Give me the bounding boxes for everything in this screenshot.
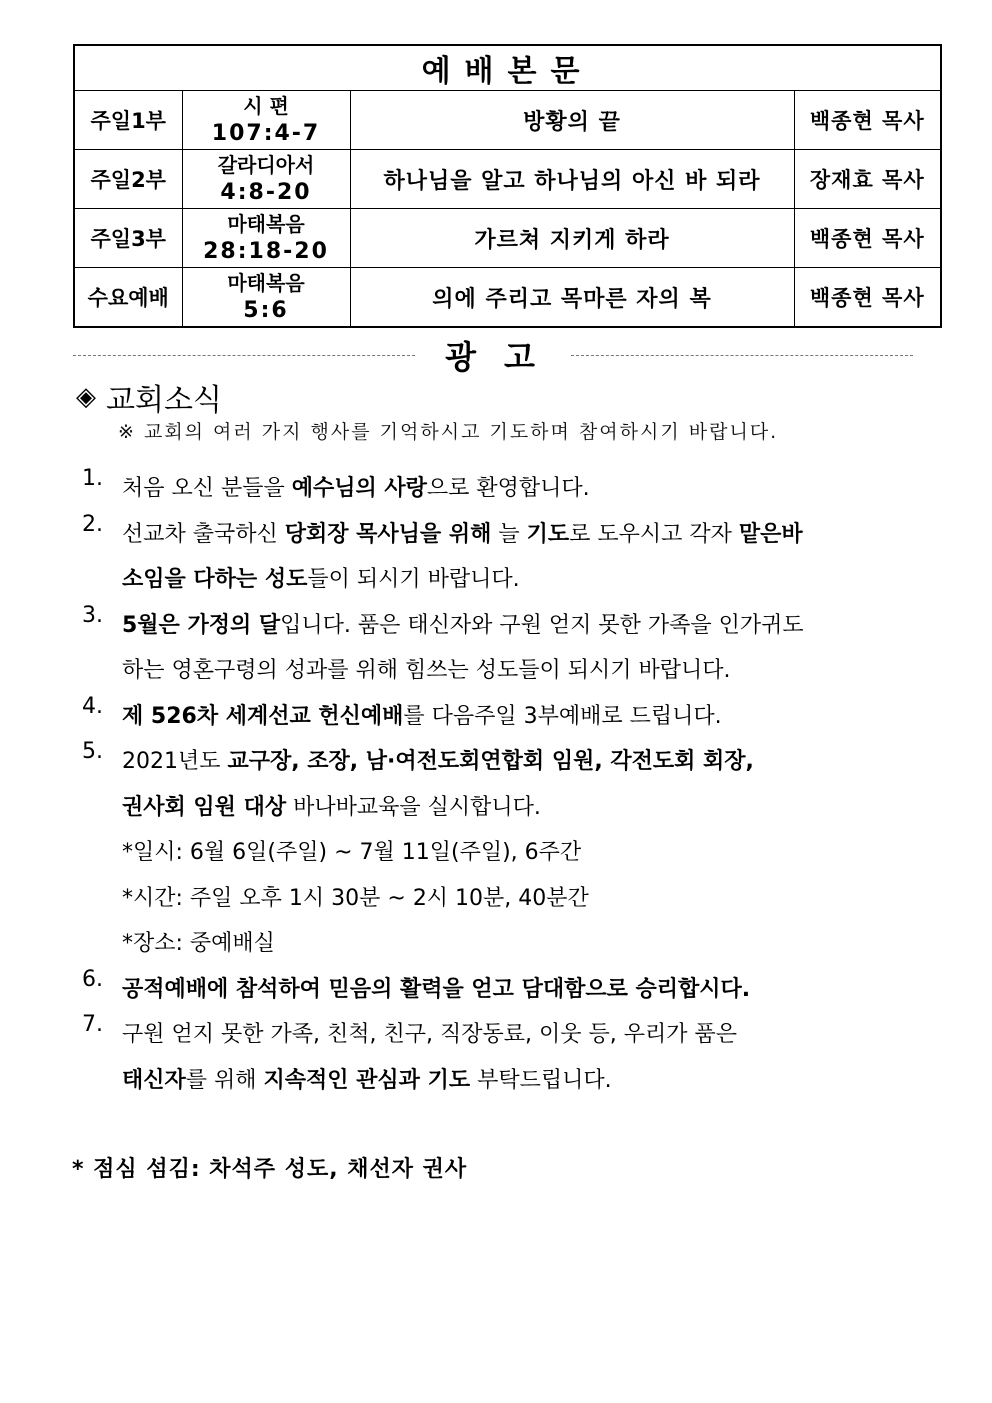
sermon-title: 방황의 끝 bbox=[350, 91, 794, 150]
notice-fragment: 를 다음주일 3부예배로 드립니다. bbox=[403, 703, 722, 729]
notice-text bbox=[122, 739, 912, 785]
sermon-title: 의에 주리고 목마른 자의 복 bbox=[350, 268, 794, 328]
notice-text bbox=[122, 785, 912, 831]
scripture-book: 마태복음 bbox=[227, 271, 305, 295]
notice-text bbox=[122, 1058, 912, 1104]
notice-text: 공적예배에 참석하여 믿음의 활력을 얻고 담대함으로 승리합시다. bbox=[122, 976, 751, 1002]
service-name: 수요예배 bbox=[74, 268, 182, 328]
notice-fragment: 를 위해 bbox=[185, 1067, 264, 1093]
notice-fragment: 들이 되시기 바랍니다. bbox=[307, 567, 520, 592]
scripture-book: 시 편 bbox=[243, 94, 289, 118]
announcement-divider bbox=[73, 332, 913, 378]
notice-fragment: 2021년도 bbox=[122, 749, 228, 774]
notice-emphasis: 기도 bbox=[526, 521, 570, 547]
notice-emphasis: 지속적인 관심과 기도 bbox=[263, 1067, 471, 1093]
sermon-title: 가르쳐 지키게 하라 bbox=[350, 209, 794, 268]
preacher-name: 백종현 목사 bbox=[794, 209, 941, 268]
scripture-passage bbox=[182, 268, 350, 328]
notice-emphasis: 예수님의 사랑 bbox=[291, 476, 427, 501]
notice-text bbox=[122, 512, 912, 558]
notice-emphasis: 교구장, 조장, 남·여전도회연합회 임원, 각전도회 회장, bbox=[227, 749, 754, 774]
preacher-name: 백종현 목사 bbox=[794, 91, 941, 150]
notice-fragment: 바나바교육을 실시합니다. bbox=[286, 794, 541, 820]
preacher-name: 백종현 목사 bbox=[794, 268, 941, 328]
table-row bbox=[74, 150, 941, 209]
sermon-table-title: 예배본문 bbox=[74, 45, 941, 91]
list-item bbox=[82, 739, 912, 967]
notice-text bbox=[122, 466, 912, 512]
education-place: *장소: 중예배실 bbox=[122, 931, 275, 956]
notice-emphasis: 소임을 다하는 성도 bbox=[122, 567, 308, 592]
diamond-icon: ◈ bbox=[76, 382, 96, 412]
notice-number: 3. bbox=[82, 602, 103, 628]
notice-text: 하는 영혼구령의 성과를 위해 힘쓰는 성도들이 되시기 바랍니다. bbox=[122, 658, 731, 683]
sermon-table-header-row bbox=[74, 45, 941, 91]
service-name: 주일1부 bbox=[74, 91, 182, 150]
notice-number: 5. bbox=[82, 739, 103, 764]
scripture-passage bbox=[182, 150, 350, 209]
service-name: 주일3부 bbox=[74, 209, 182, 268]
scripture-book: 마태복음 bbox=[227, 212, 305, 236]
notice-fragment: 입니다. 품은 태신자와 구원 얻지 못한 가족을 인가귀도 bbox=[280, 612, 804, 638]
church-news-heading bbox=[76, 377, 222, 417]
church-news-title: 교회소식 bbox=[106, 383, 222, 418]
notice-fragment: 로 도우시고 각자 bbox=[569, 521, 739, 547]
lunch-service-note: * 점심 섬김: 차석주 성도, 채선자 권사 bbox=[72, 1157, 468, 1182]
table-row bbox=[74, 91, 941, 150]
church-news-note: ※ 교회의 여러 가지 행사를 기억하시고 기도하며 참여하시기 바랍니다. bbox=[118, 421, 779, 443]
list-item bbox=[82, 967, 912, 1013]
scripture-verse: 107:4-7 bbox=[211, 121, 321, 146]
preacher-name: 장재효 목사 bbox=[794, 150, 941, 209]
table-row bbox=[74, 268, 941, 328]
notice-number: 1. bbox=[82, 466, 103, 491]
notice-fragment: 선교차 출국하신 bbox=[122, 521, 285, 547]
education-time: *시간: 주일 오후 1시 30분 ~ 2시 10분, 40분간 bbox=[122, 885, 589, 911]
sermon-title: 하나님을 알고 하나님의 아신 바 되라 bbox=[350, 150, 794, 209]
notice-emphasis: 태신자 bbox=[122, 1067, 186, 1093]
list-item bbox=[82, 694, 912, 740]
notice-fragment: 늘 bbox=[491, 521, 527, 547]
list-item bbox=[82, 466, 912, 512]
sermon-table bbox=[73, 44, 942, 328]
notice-list bbox=[82, 466, 912, 1103]
divider-line-left bbox=[73, 355, 415, 356]
scripture-verse: 4:8-20 bbox=[220, 180, 312, 205]
list-item bbox=[82, 1012, 912, 1103]
table-row bbox=[74, 209, 941, 268]
notice-number: 6. bbox=[82, 966, 103, 992]
list-item bbox=[82, 603, 912, 694]
notice-fragment: 으로 환영합니다. bbox=[426, 476, 590, 501]
notice-fragment: 처음 오신 분들을 bbox=[122, 476, 292, 501]
scripture-passage bbox=[182, 91, 350, 150]
notice-text bbox=[122, 694, 912, 740]
scripture-verse: 5:6 bbox=[243, 298, 289, 323]
list-item bbox=[82, 512, 912, 603]
notice-emphasis: 권사회 임원 대상 bbox=[122, 794, 287, 820]
scripture-passage bbox=[182, 209, 350, 268]
divider-line-right bbox=[571, 355, 913, 356]
notice-emphasis: 5월은 가정의 달 bbox=[122, 612, 281, 638]
notice-text bbox=[122, 557, 912, 603]
notice-emphasis: 제 526차 세계선교 헌신예배 bbox=[122, 703, 404, 729]
notice-emphasis: 맡은바 bbox=[738, 521, 803, 547]
notice-fragment: 부탁드립니다. bbox=[470, 1067, 612, 1093]
notice-number: 2. bbox=[82, 511, 103, 537]
announcement-title: 광고 bbox=[445, 338, 563, 376]
notice-number: 7. bbox=[82, 1012, 103, 1037]
service-name: 주일2부 bbox=[74, 150, 182, 209]
scripture-book: 갈라디아서 bbox=[217, 153, 315, 177]
notice-text bbox=[122, 603, 912, 649]
scripture-verse: 28:18-20 bbox=[203, 239, 329, 264]
notice-text: 구원 얻지 못한 가족, 친척, 친구, 직장동료, 이웃 등, 우리가 품은 bbox=[122, 1022, 737, 1047]
notice-emphasis: 당회장 목사님을 위해 bbox=[284, 521, 492, 547]
notice-number: 4. bbox=[82, 693, 103, 719]
education-date: *일시: 6월 6일(주일) ~ 7월 11일(주일), 6주간 bbox=[122, 840, 582, 865]
